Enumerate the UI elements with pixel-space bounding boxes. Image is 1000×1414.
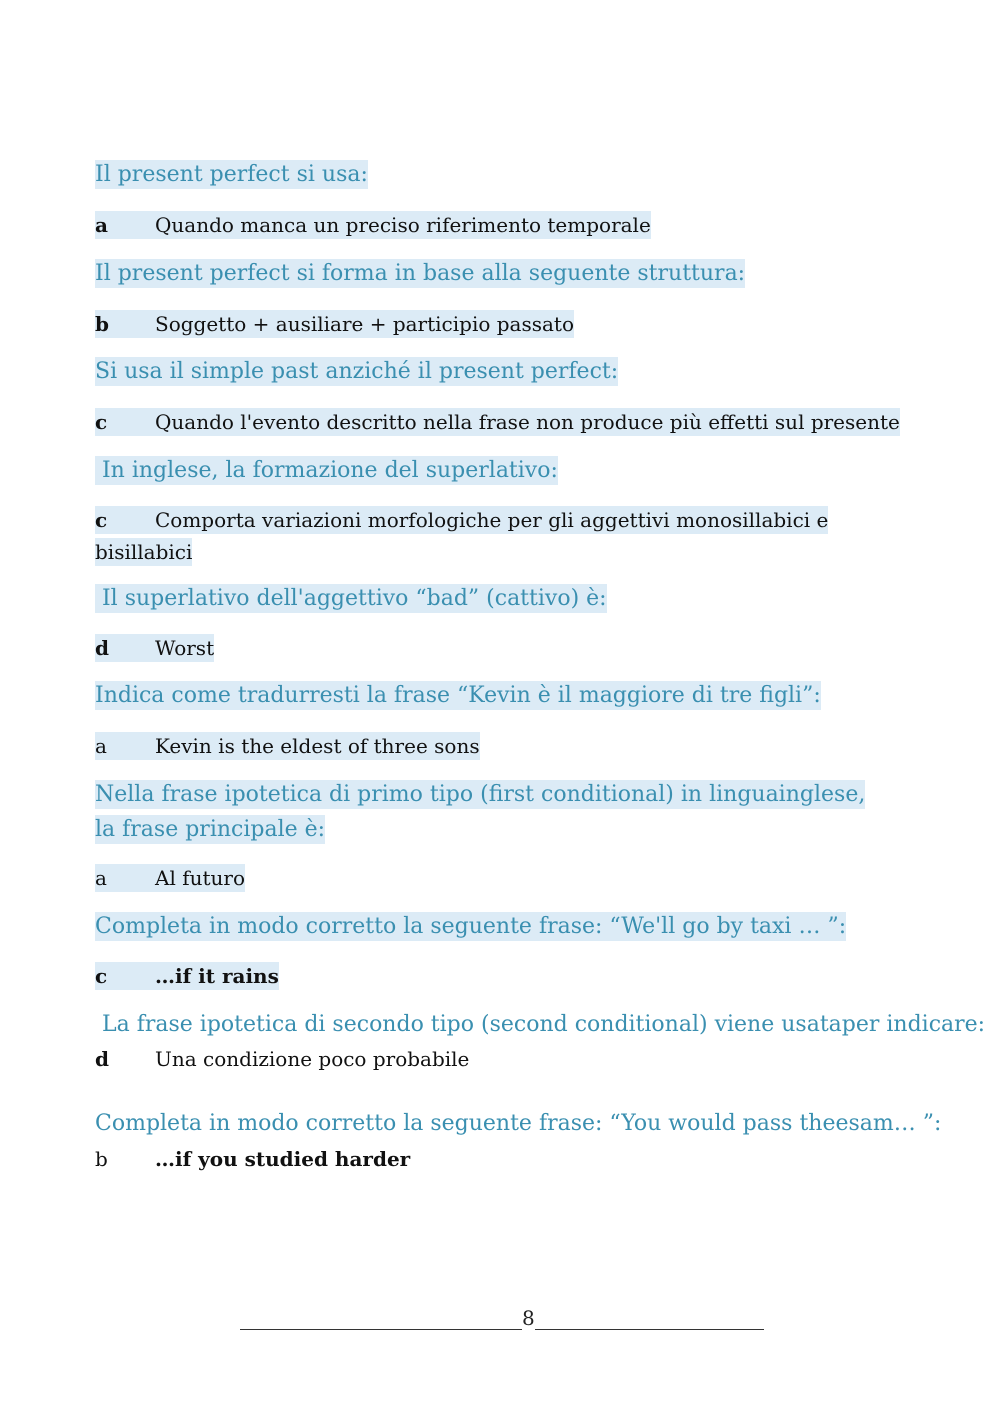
question-4	[95, 458, 558, 484]
answer-9	[95, 1047, 469, 1071]
question-2-text: Il present perfect si forma in base alla seguente struttura:	[95, 261, 746, 286]
answer-3-text: Quando l'evento descritto nella frase non produce più effetti sul presente	[155, 410, 900, 434]
question-1-text: Il present perfect si usa:	[95, 162, 368, 187]
answer-1	[95, 213, 651, 237]
answer-3	[95, 410, 900, 434]
page-number: 8	[522, 1306, 535, 1330]
question-8	[95, 914, 846, 940]
question-1	[95, 162, 368, 188]
answer-4-text: Comporta variazioni morfologiche per gli aggettivi monosillabici e	[155, 508, 829, 532]
question-4-text: In inglese, la formazione del superlativo:	[95, 458, 558, 483]
answer-4	[95, 508, 828, 532]
answer-4-text-2: bisillabici	[95, 540, 193, 564]
answer-9-text: Una condizione poco probabile	[155, 1047, 470, 1071]
question-7-text-2: la frase principale è:	[95, 817, 326, 842]
question-10-text: Completa in modo corretto la seguente frase: “You would pass theesam… ”:	[95, 1111, 942, 1136]
answer-3-letter: c	[95, 410, 108, 434]
question-6	[95, 683, 821, 709]
answer-5-text: Worst	[155, 636, 215, 660]
question-9	[95, 1012, 985, 1038]
question-7-text: Nella frase ipotetica di primo tipo (first conditional) in linguainglese,	[95, 782, 866, 807]
answer-5	[95, 636, 214, 660]
answer-7-letter: a	[95, 866, 107, 890]
answer-2-text: Soggetto + ausiliare + participio passato	[155, 312, 574, 336]
answer-4-letter: c	[95, 508, 108, 532]
answer-8-letter: c	[95, 964, 108, 988]
question-3-text: Si usa il simple past anziché il present perfect:	[95, 359, 619, 384]
answer-4-continued	[95, 540, 192, 564]
question-6-text: Indica come tradurresti la frase “Kevin è il maggiore di tre figli”:	[95, 683, 821, 708]
answer-10-letter: b	[95, 1147, 108, 1171]
answer-10-text: …if you studied harder	[155, 1147, 411, 1171]
question-3	[95, 359, 618, 385]
question-10	[95, 1111, 941, 1137]
answer-7-text: Al futuro	[155, 866, 245, 890]
question-2	[95, 261, 745, 287]
answer-2	[95, 312, 574, 336]
question-8-text: Completa in modo corretto la seguente frase: “We'll go by taxi … ”:	[95, 914, 847, 939]
answer-6-letter: a	[95, 734, 107, 758]
answer-7	[95, 866, 245, 890]
answer-10	[95, 1147, 410, 1171]
answer-8-text: …if it rains	[155, 964, 279, 988]
question-7	[95, 782, 865, 808]
question-5	[95, 586, 607, 612]
question-7-continued	[95, 817, 325, 843]
answer-8	[95, 964, 279, 988]
answer-1-letter: a	[95, 213, 108, 237]
answer-6	[95, 734, 480, 758]
answer-2-letter: b	[95, 312, 109, 336]
footer-rule-left	[240, 1307, 522, 1330]
answer-5-letter: d	[95, 636, 109, 660]
answer-6-text: Kevin is the eldest of three sons	[155, 734, 480, 758]
question-5-text: Il superlativo dell'aggettivo “bad” (cattivo) è:	[95, 586, 607, 611]
answer-9-letter: d	[95, 1047, 109, 1071]
page-footer	[240, 1306, 764, 1330]
question-9-text: La frase ipotetica di secondo tipo (second conditional) viene usataper indicare:	[95, 1012, 986, 1037]
answer-1-text: Quando manca un preciso riferimento temporale	[155, 213, 651, 237]
footer-rule-right	[535, 1307, 764, 1330]
